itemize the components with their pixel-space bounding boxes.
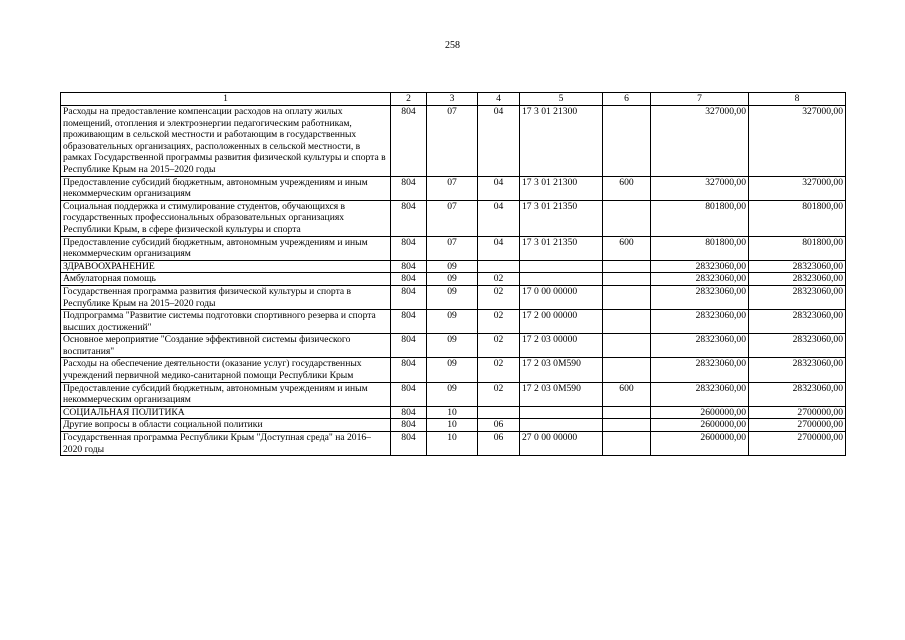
subsection-code-cell [478, 406, 520, 419]
budget-table [60, 92, 846, 456]
target-article-cell: 17 3 01 21350 [520, 236, 603, 260]
section-code-cell: 09 [427, 285, 478, 309]
row-name-cell: Расходы на обеспечение деятельности (оказание услуг) государственных учреждений первичной медико-санитарной помощи Республики Крым [61, 358, 391, 382]
amount-year2-cell: 2700000,00 [749, 406, 846, 419]
table-row [61, 260, 846, 273]
row-name-cell: Предоставление субсидий бюджетным, автономным учреждениям и иным некоммерческим организациям [61, 176, 391, 200]
table-row [61, 200, 846, 236]
target-article-cell [520, 406, 603, 419]
grbs-code-cell: 804 [391, 273, 427, 286]
target-article-cell: 17 2 03 0М590 [520, 358, 603, 382]
section-code-cell: 10 [427, 432, 478, 456]
target-article-cell: 17 3 01 21350 [520, 200, 603, 236]
subsection-code-cell: 04 [478, 106, 520, 177]
column-header: 8 [749, 93, 846, 106]
amount-year1-cell: 801800,00 [651, 200, 749, 236]
amount-year1-cell: 28323060,00 [651, 285, 749, 309]
column-header: 3 [427, 93, 478, 106]
column-header: 7 [651, 93, 749, 106]
amount-year2-cell: 801800,00 [749, 236, 846, 260]
row-name-cell: Социальная поддержка и стимулирование студентов, обучающихся в государственных профессиональных образовательных организациях Республики Крым, в сфере физической культуры и спорта [61, 200, 391, 236]
amount-year2-cell: 28323060,00 [749, 273, 846, 286]
section-code-cell: 07 [427, 106, 478, 177]
row-name-cell: Государственная программа Республики Крым "Доступная среда" на 2016–2020 годы [61, 432, 391, 456]
subsection-code-cell: 02 [478, 382, 520, 406]
expense-type-cell [603, 285, 651, 309]
expense-type-cell: 600 [603, 236, 651, 260]
column-header: 2 [391, 93, 427, 106]
table-row [61, 358, 846, 382]
amount-year1-cell: 2600000,00 [651, 432, 749, 456]
amount-year1-cell: 28323060,00 [651, 382, 749, 406]
amount-year2-cell: 28323060,00 [749, 382, 846, 406]
table-row [61, 382, 846, 406]
expense-type-cell [603, 406, 651, 419]
header-row [61, 93, 846, 106]
column-header: 1 [61, 93, 391, 106]
amount-year2-cell: 28323060,00 [749, 285, 846, 309]
amount-year2-cell: 28323060,00 [749, 358, 846, 382]
amount-year2-cell: 2700000,00 [749, 419, 846, 432]
row-name-cell: Другие вопросы в области социальной политики [61, 419, 391, 432]
subsection-code-cell: 02 [478, 334, 520, 358]
target-article-cell: 27 0 00 00000 [520, 432, 603, 456]
section-code-cell: 10 [427, 406, 478, 419]
target-article-cell: 17 2 03 0М590 [520, 382, 603, 406]
target-article-cell: 17 0 00 00000 [520, 285, 603, 309]
target-article-cell: 17 2 00 00000 [520, 310, 603, 334]
section-code-cell: 09 [427, 334, 478, 358]
grbs-code-cell: 804 [391, 419, 427, 432]
expense-type-cell [603, 419, 651, 432]
expense-type-cell [603, 358, 651, 382]
amount-year2-cell: 801800,00 [749, 200, 846, 236]
subsection-code-cell [478, 260, 520, 273]
amount-year2-cell: 327000,00 [749, 176, 846, 200]
row-name-cell: ЗДРАВООХРАНЕНИЕ [61, 260, 391, 273]
subsection-code-cell: 02 [478, 273, 520, 286]
subsection-code-cell: 06 [478, 419, 520, 432]
section-code-cell: 07 [427, 236, 478, 260]
amount-year2-cell: 28323060,00 [749, 310, 846, 334]
column-header: 6 [603, 93, 651, 106]
expense-type-cell [603, 106, 651, 177]
section-code-cell: 07 [427, 176, 478, 200]
target-article-cell [520, 419, 603, 432]
grbs-code-cell: 804 [391, 200, 427, 236]
amount-year1-cell: 327000,00 [651, 106, 749, 177]
expense-type-cell [603, 432, 651, 456]
subsection-code-cell: 06 [478, 432, 520, 456]
expense-type-cell [603, 334, 651, 358]
section-code-cell: 09 [427, 273, 478, 286]
expense-type-cell [603, 310, 651, 334]
table-row [61, 432, 846, 456]
row-name-cell: Подпрограмма "Развитие системы подготовки спортивного резерва и спорта высших достижений" [61, 310, 391, 334]
grbs-code-cell: 804 [391, 106, 427, 177]
column-header: 5 [520, 93, 603, 106]
grbs-code-cell: 804 [391, 432, 427, 456]
subsection-code-cell: 02 [478, 285, 520, 309]
amount-year1-cell: 801800,00 [651, 236, 749, 260]
section-code-cell: 09 [427, 260, 478, 273]
grbs-code-cell: 804 [391, 406, 427, 419]
grbs-code-cell: 804 [391, 382, 427, 406]
row-name-cell: Амбулаторная помощь [61, 273, 391, 286]
section-code-cell: 07 [427, 200, 478, 236]
expense-type-cell [603, 273, 651, 286]
amount-year2-cell: 2700000,00 [749, 432, 846, 456]
amount-year1-cell: 28323060,00 [651, 334, 749, 358]
column-header: 4 [478, 93, 520, 106]
page-number: 258 [445, 40, 460, 51]
section-code-cell: 10 [427, 419, 478, 432]
table-row [61, 176, 846, 200]
expense-type-cell: 600 [603, 382, 651, 406]
grbs-code-cell: 804 [391, 334, 427, 358]
grbs-code-cell: 804 [391, 358, 427, 382]
section-code-cell: 09 [427, 382, 478, 406]
section-code-cell: 09 [427, 310, 478, 334]
amount-year1-cell: 28323060,00 [651, 273, 749, 286]
table-body [61, 106, 846, 456]
amount-year1-cell: 2600000,00 [651, 419, 749, 432]
target-article-cell: 17 2 03 00000 [520, 334, 603, 358]
row-name-cell: СОЦИАЛЬНАЯ ПОЛИТИКА [61, 406, 391, 419]
table-row [61, 285, 846, 309]
amount-year1-cell: 28323060,00 [651, 310, 749, 334]
amount-year2-cell: 28323060,00 [749, 334, 846, 358]
target-article-cell: 17 3 01 21300 [520, 176, 603, 200]
table-row [61, 106, 846, 177]
table-row [61, 273, 846, 286]
expense-type-cell [603, 200, 651, 236]
subsection-code-cell: 02 [478, 310, 520, 334]
section-code-cell: 09 [427, 358, 478, 382]
row-name-cell: Предоставление субсидий бюджетным, автономным учреждениям и иным некоммерческим организациям [61, 236, 391, 260]
target-article-cell: 17 3 01 21300 [520, 106, 603, 177]
row-name-cell: Расходы на предоставление компенсации расходов на оплату жилых помещений, отопления и электроэнергии педагогическим работникам, проживающим в сельской местности и работающим в государственных образовательных организациях, расположенных в сельской местности, в рамках Государственной программы развития физической культуры и спорта в Республике Крым на 2015–2020 годы [61, 106, 391, 177]
table-row [61, 419, 846, 432]
row-name-cell: Основное мероприятие "Создание эффективной системы физического воспитания" [61, 334, 391, 358]
amount-year1-cell: 28323060,00 [651, 358, 749, 382]
grbs-code-cell: 804 [391, 176, 427, 200]
table-row [61, 406, 846, 419]
amount-year1-cell: 327000,00 [651, 176, 749, 200]
grbs-code-cell: 804 [391, 310, 427, 334]
table-row [61, 334, 846, 358]
amount-year1-cell: 2600000,00 [651, 406, 749, 419]
amount-year2-cell: 28323060,00 [749, 260, 846, 273]
subsection-code-cell: 04 [478, 176, 520, 200]
row-name-cell: Предоставление субсидий бюджетным, автономным учреждениям и иным некоммерческим организациям [61, 382, 391, 406]
table-row [61, 310, 846, 334]
grbs-code-cell: 804 [391, 285, 427, 309]
target-article-cell [520, 273, 603, 286]
grbs-code-cell: 804 [391, 236, 427, 260]
row-name-cell: Государственная программа развития физической культуры и спорта в Республике Крым на 2015–2020 годы [61, 285, 391, 309]
amount-year2-cell: 327000,00 [749, 106, 846, 177]
expense-type-cell [603, 260, 651, 273]
subsection-code-cell: 04 [478, 236, 520, 260]
subsection-code-cell: 04 [478, 200, 520, 236]
table-row [61, 236, 846, 260]
expense-type-cell: 600 [603, 176, 651, 200]
subsection-code-cell: 02 [478, 358, 520, 382]
grbs-code-cell: 804 [391, 260, 427, 273]
target-article-cell [520, 260, 603, 273]
amount-year1-cell: 28323060,00 [651, 260, 749, 273]
